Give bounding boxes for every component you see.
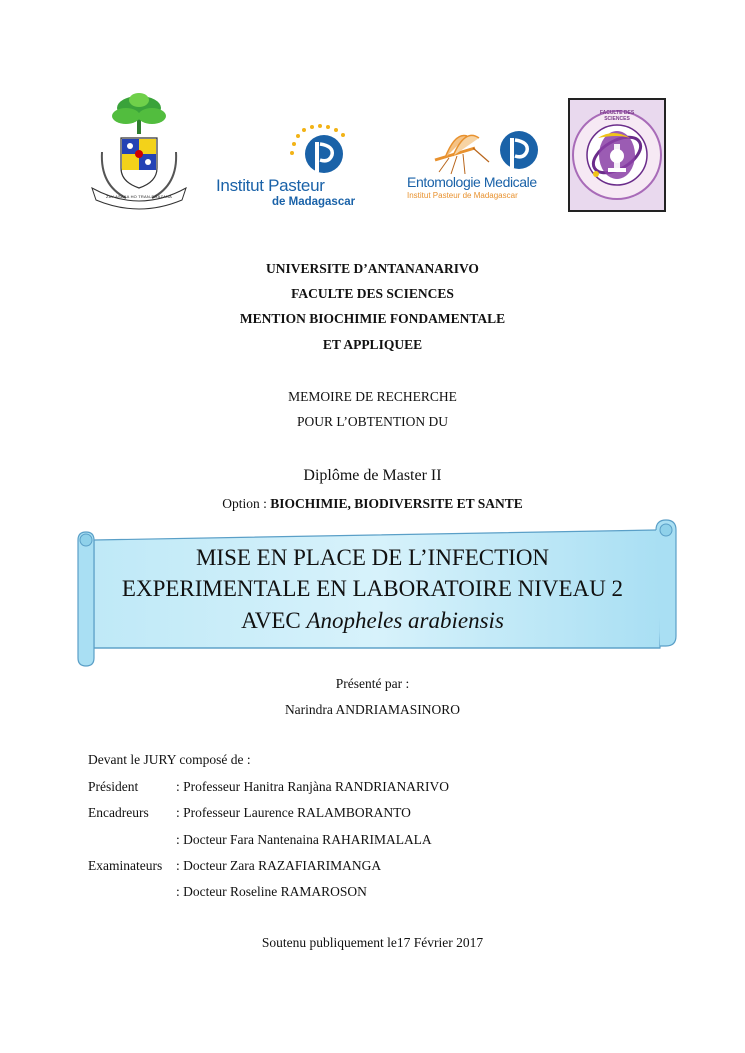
mosquito-emblem-icon (405, 128, 545, 178)
jury-member: : Docteur Fara Nantenaina RAHARIMALALA (176, 832, 432, 847)
university-motto: ZAY ASAKA HO TRAN-DRAZANA (106, 194, 172, 199)
jury-role: Président (88, 779, 139, 794)
species-name: Anopheles arabiensis (306, 608, 504, 633)
pasteur-name: Institut Pasteur (216, 176, 325, 195)
memoire-line-1: MEMOIRE DE RECHERCHE (288, 389, 457, 404)
option-prefix: Option : (222, 496, 271, 511)
faculty-logo (568, 98, 666, 212)
thesis-title-line-2: EXPERIMENTALE EN LABORATOIRE NIVEAU 2 (121, 576, 624, 601)
thesis-title-line-3 (0, 606, 745, 635)
university-logo (88, 90, 190, 212)
jury-member: : Docteur Roseline RAMAROSON (176, 884, 367, 899)
entomologie-name: Entomologie Medicale (407, 174, 537, 190)
option-line (0, 496, 745, 512)
thesis-title-line-1: MISE EN PLACE DE L’INFECTION (195, 545, 550, 570)
pasteur-emblem-icon (216, 122, 368, 184)
memoire-line-2: POUR L’OBTENTION DU (297, 414, 448, 429)
diploma-title: Diplôme de Master II (303, 467, 442, 484)
entomologie-medicale-logo (405, 128, 545, 210)
presenter-name: Narindra ANDRIAMASINORO (284, 702, 461, 717)
jury-role: Encadreurs (88, 805, 149, 820)
option-value: BIOCHIMIE, BIODIVERSITE ET SANTE (270, 496, 523, 511)
institut-pasteur-logo (216, 122, 368, 212)
defense-date: Soutenu publiquement le17 Février 2017 (261, 935, 484, 950)
pasteur-location: de Madagascar (272, 196, 356, 208)
title-prefix: AVEC (241, 608, 307, 633)
mention-line-2: ET APPLIQUEE (322, 337, 423, 352)
mention-line-1: MENTION BIOCHIMIE FONDAMENTALE (239, 311, 506, 326)
jury-member: : Professeur Hanitra Ranjàna RANDRIANARIVO (176, 779, 449, 794)
jury-member: : Docteur Zara RAZAFIARIMANGA (176, 858, 382, 873)
presenter-label: Présenté par : (335, 676, 410, 691)
faculty-name: FACULTE DES SCIENCES (291, 286, 454, 301)
jury-intro: Devant le JURY composé de : (88, 752, 251, 767)
university-name: UNIVERSITE D’ANTANANARIVO (266, 261, 479, 276)
entomologie-subtitle: Institut Pasteur de Madagascar (407, 191, 518, 200)
jury-member: : Professeur Laurence RALAMBORANTO (176, 805, 411, 820)
jury-role: Examinateurs (88, 858, 163, 873)
faculty-ring-text: FACULTE DES SCIENCES (599, 110, 635, 122)
